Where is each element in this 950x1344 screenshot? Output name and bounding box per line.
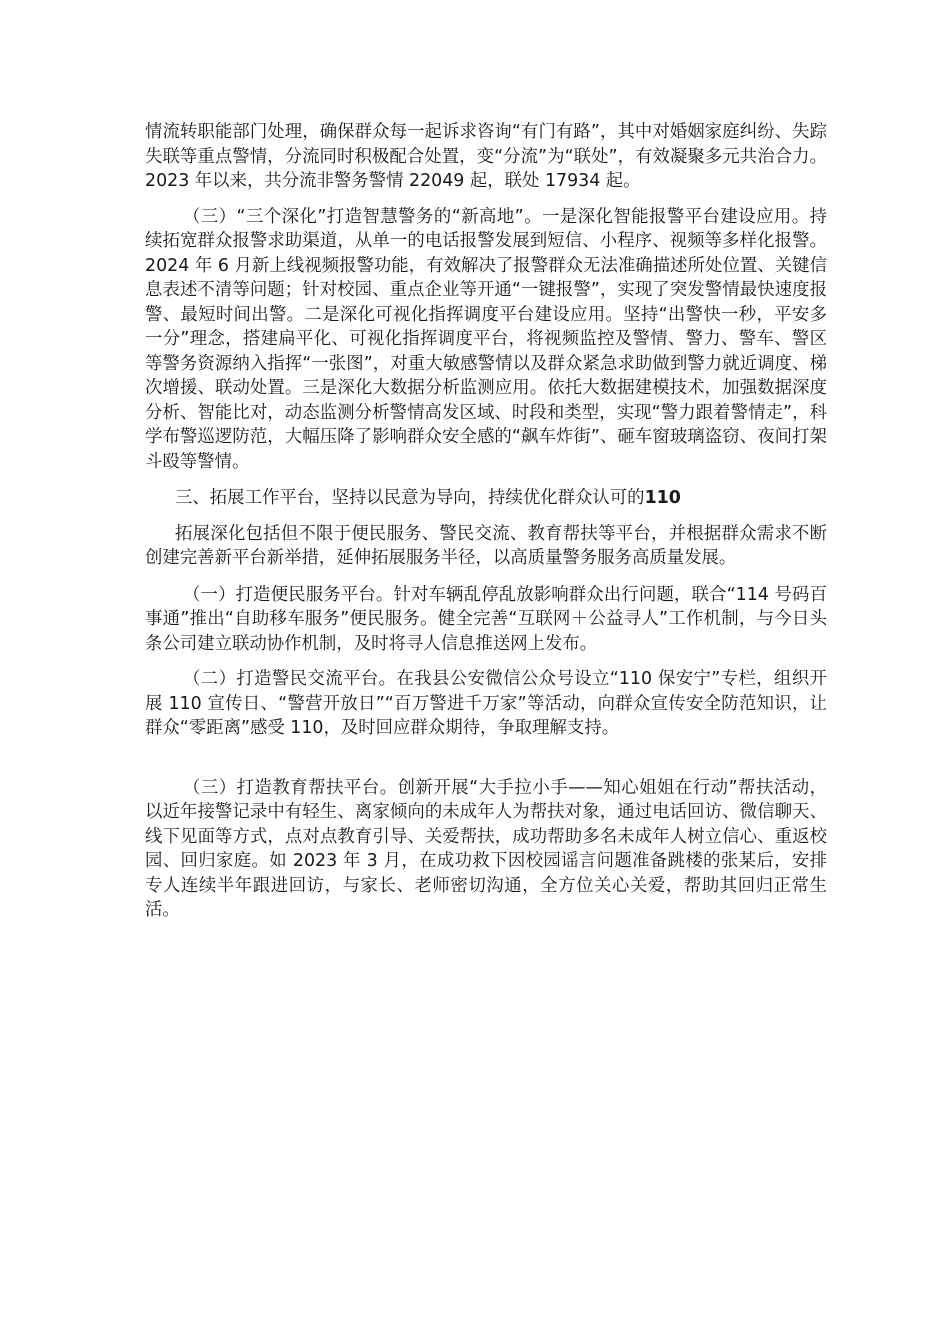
paragraph-exchange-platform: （二）打造警民交流平台。在我县公安微信公众号设立“110 保安宁”专栏，组织开展 110 宣传日、“警营开放日”“百万警进千万家”等活动，向群众宣传安全防范知识，让群众“零距离”感受 110，及时回应群众期待，争取理解支持。 (145, 669, 827, 738)
document-body (145, 120, 827, 923)
section-heading (145, 486, 827, 511)
paragraph-education-platform: （三）打造教育帮扶平台。创新开展“大手拉小手——知心姐姐在行动”帮扶活动，以近年接警记录中有轻生、离家倾向的未成年人为帮扶对象，通过电话回访、微信聊天、线下见面等方式，点对点教育引导、关爱帮扶，成功帮助多名未成年人树立信心、重返校园、回归家庭。如 2023 年 3 月，在成功救下因校园谣言问题准备跳楼的张某后，安排专人连续半年跟进回访，与家长、老师密切沟通，全方位关心关爱，帮助其回归正常生活。 (145, 777, 827, 920)
section-heading-number: 110 (644, 488, 681, 508)
paragraph-continued: 情流转职能部门处理，确保群众每一起诉求咨询“有门有路”，其中对婚姻家庭纠纷、失踪失联等重点警情，分流同时积极配合处置，变“分流”为“联处”，有效凝聚多元共治合力。2023 年以来，共分流非警务警情 22049 起，联处 17934 起。 (145, 122, 827, 191)
section-heading-text: 三、拓展工作平台，坚持以民意为导向，持续优化群众认可的 (175, 488, 645, 508)
paragraph-intro: 拓展深化包括但不限于便民服务、警民交流、教育帮扶等平台，并根据群众需求不断创建完善新平台新举措，延伸拓展服务半径，以高质量警务服务高质量发展。 (145, 523, 827, 568)
paragraph-smart-policing: （三）“三个深化”打造智慧警务的“新高地”。一是深化智能报警平台建设应用。持续拓宽群众报警求助渠道，从单一的电话报警发展到短信、小程序、视频等多样化报警。2024 年 6 月新上线视频报警功能，有效解决了报警群众无法准确描述所处位置、关键信息表述不清等问题；针对校园、重点企业等开通“一键报警”，实现了突发警情最快速度报警、最短时间出警。二是深化可视化指挥调度平台建设应用。坚持“出警快一秒，平安多一分”理念，搭建扁平化、可视化指挥调度平台，将视频监控及警情、警力、警车、警区等警务资源纳入指挥“一张图”，对重大敏感警情以及群众紧急求助做到警力就近调度、梯次增援、联动处置。三是深化大数据分析监测应用。依托大数据建模技术，加强数据深度分析、智能比对，动态监测分析警情高发区域、时段和类型，实现“警力跟着警情走”，科学布警巡逻防范，大幅压降了影响群众安全感的“飙车炸街”、砸车窗玻璃盗窃、夜间打架斗殴等警情。 (145, 206, 827, 472)
paragraph-service-platform: （一）打造便民服务平台。针对车辆乱停乱放影响群众出行问题，联合“114 号码百事通”推出“自助移车服务”便民服务。健全完善“互联网＋公益寻人”工作机制，与今日头条公司建立联动协作机制，及时将寻人信息推送网上发布。 (145, 584, 827, 654)
